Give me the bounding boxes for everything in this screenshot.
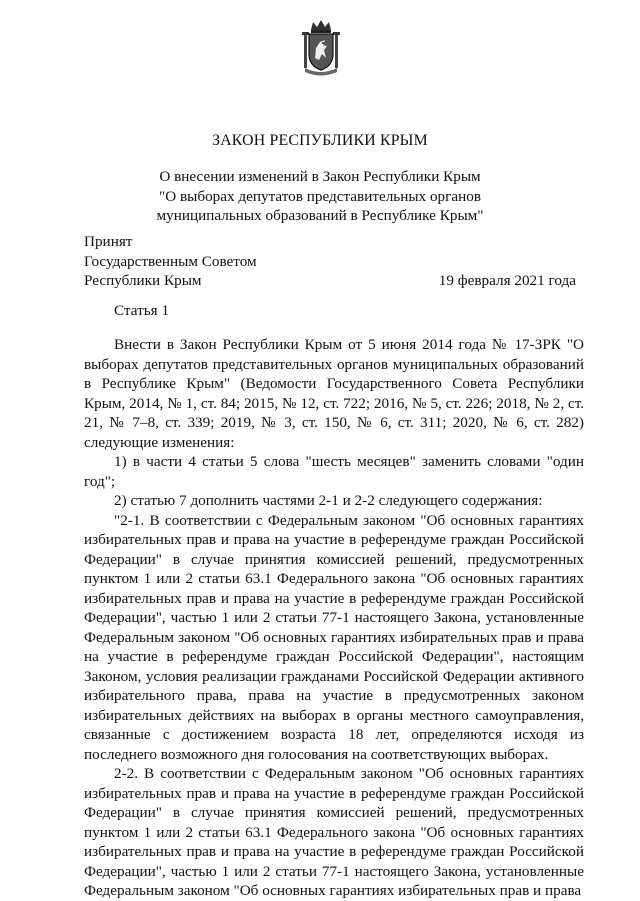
adoption-line: Республики Крым — [84, 272, 202, 289]
paragraph: 1) в части 4 статьи 5 слова "шесть месяцев" заменить словами "один год"; — [84, 453, 584, 490]
law-title: ЗАКОН РЕСПУБЛИКИ КРЫМ — [212, 132, 428, 149]
paragraph: Внести в Закон Республики Крым от 5 июня 2014 года № 17-ЗРК "О выборах депутатов представительных органов муниципальных образований в Республике Крым" (Ведомости Государственного Совета Республики Крым, 2014, № 1, ст. 84; 2015, № 12, ст. 722; 2016, № 5, ст. 226; 2018, № 2, ст. 21, № 7–8, ст. 339; 2019, № 3, ст. 150, № 6, ст. 311; 2020, № 6, ст. 282) следующие изменения: — [84, 336, 584, 451]
subtitle-line: "О выборах депутатов представительных органов — [159, 187, 481, 205]
paragraph: "2-1. В соответствии с Федеральным законом "Об основных гарантиях избирательных прав и права на участие в референдуме граждан Российской Федерации" в случае принятия комиссией решений, предусмотренных пунктом 1 или 2 статьи 63.1 Федерального закона "Об основных гарантиях избирательных прав и права на участие в референдуме граждан Российской Федерации", частью 1 или 2 статьи 77-1 настоящего Закона, установленные Федеральным законом "Об основных гарантиях избирательных прав и права на участие в референдуме граждан Российской Федерации", настоящим Законом, условия реализации гражданами Российской Федерации активного избирательного права, права на участие в предусмотренных законом избирательных действиях на выборах в органы местного самоуправления, связанные с достижением возраста 18 лет, определяются исходя из последнего возможного дня голосования на соответствующих выборах. — [84, 511, 584, 763]
adoption-block — [84, 232, 257, 291]
article-body — [84, 335, 584, 901]
subtitle-line: муниципальных образований в Республике Крым" — [156, 207, 484, 224]
adoption-line: Принят — [84, 233, 133, 250]
law-subtitle — [150, 167, 490, 226]
adoption-line: Государственным Советом — [84, 252, 257, 270]
adoption-date: 19 февраля 2021 года — [438, 272, 576, 289]
subtitle-line: О внесении изменений в Закон Республики Крым — [159, 168, 481, 185]
paragraph: 2) статью 7 дополнить частями 2-1 и 2-2 следующего содержания: — [114, 492, 543, 509]
crimea-coat-of-arms-icon — [301, 18, 341, 76]
article-heading: Статья 1 — [114, 302, 170, 319]
paragraph: 2-2. В соответствии с Федеральным законом "Об основных гарантиях избирательных прав и права на участие в референдуме граждан Российской Федерации" в случае принятия комиссией решений, предусмотренных пунктом 1 или 2 статьи 63.1 Федерального закона "Об основных гарантиях избирательных прав и права на участие в референдуме граждан Российской Федерации", частью 1 или 2 статьи 77-1 настоящего Закона, установленные Федеральным законом "Об основных гарантиях избирательных прав и права — [84, 765, 584, 899]
